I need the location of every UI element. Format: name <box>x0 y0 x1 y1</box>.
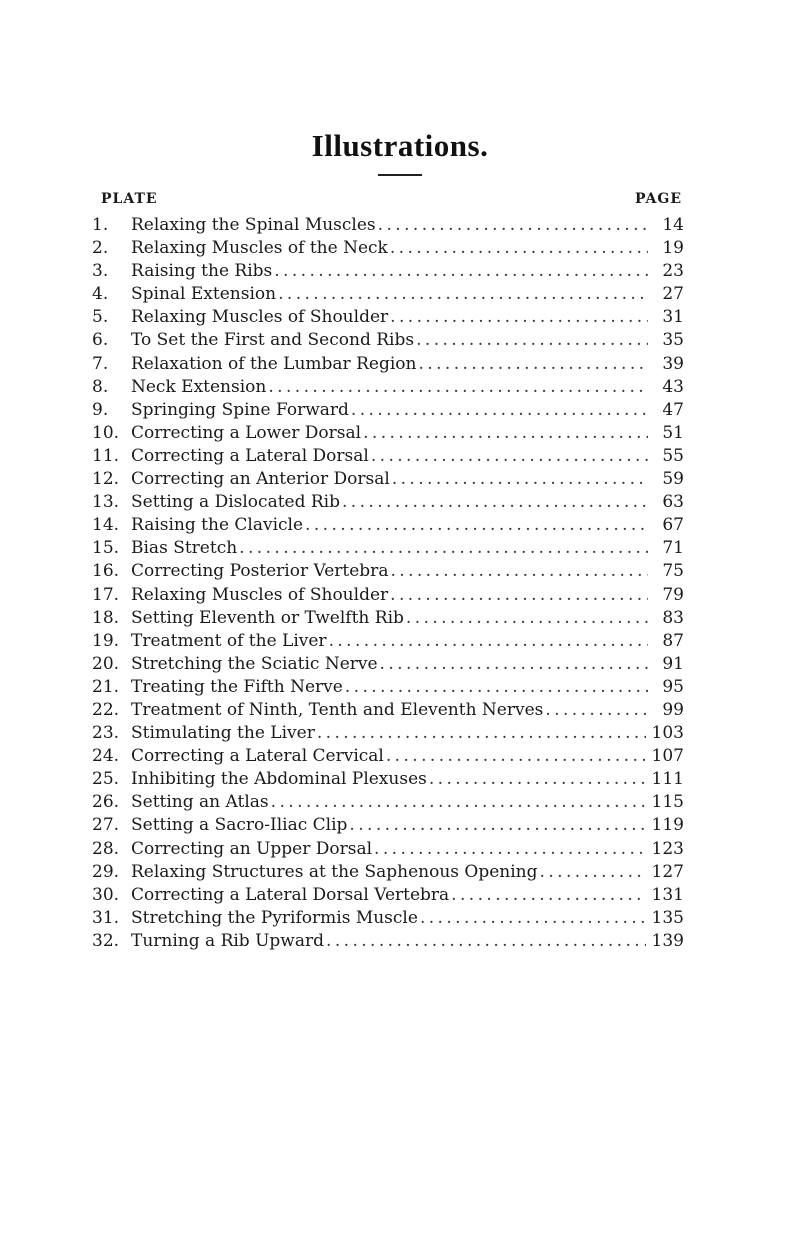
plate-number: 26. <box>92 792 120 813</box>
list-item <box>92 930 684 953</box>
dot-leader <box>329 630 648 653</box>
list-item <box>92 676 684 699</box>
dot-leader <box>429 768 646 791</box>
illustration-title: Relaxation of the Lumbar Region <box>131 353 417 374</box>
list-item <box>92 514 684 537</box>
list-item <box>92 584 684 607</box>
plate-number: 7. <box>92 353 109 374</box>
dot-leader <box>268 376 648 399</box>
plate-column-header: PLATE <box>101 191 158 207</box>
dot-leader <box>390 237 648 260</box>
illustration-title: Stretching the Sciatic Nerve <box>131 653 378 674</box>
dot-leader <box>390 306 648 329</box>
plate-number: 4. <box>92 284 109 305</box>
list-item <box>92 560 684 583</box>
illustration-title: Correcting a Lateral Dorsal Vertebra <box>131 884 450 905</box>
page-number: 63 <box>662 492 684 513</box>
plate-number: 13. <box>92 492 120 513</box>
list-item <box>92 653 684 676</box>
list-item <box>92 884 684 907</box>
illustration-title: Spinal Extension <box>131 284 277 305</box>
plate-number: 29. <box>92 861 120 882</box>
plate-number: 19. <box>92 630 120 651</box>
dot-leader <box>380 653 648 676</box>
dot-leader <box>345 676 648 699</box>
list-item <box>92 907 684 930</box>
plate-number: 31. <box>92 907 120 928</box>
illustration-title: Raising the Clavicle <box>131 515 304 536</box>
list-item <box>92 329 684 352</box>
illustration-title: Inhibiting the Abdominal Plexuses <box>131 769 427 790</box>
illustration-title: Treatment of Ninth, Tenth and Eleventh Nerves <box>131 699 544 720</box>
page-number: 55 <box>662 445 684 466</box>
dot-leader <box>418 353 648 376</box>
page-number: 103 <box>651 723 684 744</box>
page-number: 71 <box>662 538 684 559</box>
plate-number: 2. <box>92 238 109 259</box>
page-number: 79 <box>662 584 684 605</box>
dot-leader <box>305 514 648 537</box>
illustration-title: Setting Eleventh or Twelfth Rib <box>131 607 404 628</box>
dot-leader <box>545 699 648 722</box>
plate-number: 27. <box>92 815 120 836</box>
list-item <box>92 699 684 722</box>
list-item <box>92 214 684 237</box>
page-number: 111 <box>651 769 684 790</box>
dot-leader <box>271 791 646 814</box>
plate-number: 10. <box>92 422 120 443</box>
dot-leader <box>239 537 648 560</box>
illustration-title: Setting a Dislocated Rib <box>131 492 340 513</box>
dot-leader <box>378 214 648 237</box>
page-number: 59 <box>662 469 684 490</box>
illustration-title: Relaxing Muscles of Shoulder <box>131 307 389 328</box>
page-number: 135 <box>651 907 684 928</box>
illustration-title: Springing Spine Forward <box>131 399 349 420</box>
plate-number: 1. <box>92 215 109 235</box>
illustration-title: Correcting a Lower Dorsal <box>131 422 362 443</box>
page-number: 99 <box>662 699 684 720</box>
page-number: 107 <box>651 746 684 767</box>
plate-number: 6. <box>92 330 109 351</box>
dot-leader <box>317 722 646 745</box>
plate-number: 21. <box>92 676 120 697</box>
page-column-header: PAGE <box>635 191 682 207</box>
list-item <box>92 353 684 376</box>
illustration-title: To Set the First and Second Ribs <box>131 330 415 351</box>
list-item <box>92 399 684 422</box>
page-number: 43 <box>662 376 684 397</box>
plate-number: 12. <box>92 469 120 490</box>
plate-number: 16. <box>92 561 120 582</box>
dot-leader <box>451 884 645 907</box>
page-number: 131 <box>651 884 684 905</box>
list-item <box>92 306 684 329</box>
list-item <box>92 537 684 560</box>
list-item <box>92 445 684 468</box>
page-number: 27 <box>662 284 684 305</box>
dot-leader <box>392 468 648 491</box>
dot-leader <box>386 745 646 768</box>
list-item <box>92 260 684 283</box>
list-item <box>92 838 684 861</box>
page-number: 67 <box>662 515 684 536</box>
page-number: 123 <box>651 838 684 859</box>
page-number: 119 <box>651 815 684 836</box>
illustration-title: Correcting a Lateral Dorsal <box>131 445 369 466</box>
dot-leader <box>420 907 646 930</box>
page-number: 31 <box>662 307 684 328</box>
page-number: 51 <box>662 422 684 443</box>
page-number: 139 <box>651 930 684 951</box>
title-rule <box>378 174 422 176</box>
illustration-title: Setting an Atlas <box>131 792 269 813</box>
plate-number: 20. <box>92 653 120 674</box>
plate-number: 11. <box>92 445 120 466</box>
dot-leader <box>371 445 648 468</box>
plate-number: 22. <box>92 699 120 720</box>
list-item <box>92 630 684 653</box>
dot-leader <box>342 491 648 514</box>
dot-leader <box>274 260 648 283</box>
page-number: 23 <box>662 261 684 282</box>
list-item <box>92 768 684 791</box>
page-number: 39 <box>662 353 684 374</box>
list-item <box>92 422 684 445</box>
illustration-title: Relaxing Muscles of Shoulder <box>131 584 389 605</box>
illustration-title: Neck Extension <box>131 376 267 397</box>
plate-number: 17. <box>92 584 120 605</box>
illustrations-list <box>92 214 684 953</box>
page-number: 14 <box>662 215 684 235</box>
illustration-title: Correcting Posterior Vertebra <box>131 561 389 582</box>
page-number: 47 <box>662 399 684 420</box>
page-number: 83 <box>662 607 684 628</box>
plate-number: 25. <box>92 769 120 790</box>
illustration-title: Stimulating the Liver <box>131 723 315 744</box>
list-item <box>92 607 684 630</box>
list-item <box>92 861 684 884</box>
dot-leader <box>406 607 648 630</box>
illustration-title: Turning a Rib Upward <box>131 930 325 951</box>
dot-leader <box>363 422 648 445</box>
plate-number: 5. <box>92 307 109 328</box>
list-item <box>92 814 684 837</box>
dot-leader <box>326 930 646 953</box>
illustration-title: Correcting an Upper Dorsal <box>131 838 373 859</box>
illustration-title: Treating the Fifth Nerve <box>131 676 343 697</box>
illustration-title: Treatment of the Liver <box>131 630 327 651</box>
plate-number: 14. <box>92 515 120 536</box>
illustration-title: Correcting a Lateral Cervical <box>131 746 384 767</box>
plate-number: 9. <box>92 399 109 420</box>
dot-leader <box>349 814 645 837</box>
plate-number: 24. <box>92 746 120 767</box>
illustration-title: Setting a Sacro-Iliac Clip <box>131 815 348 836</box>
plate-number: 15. <box>92 538 120 559</box>
plate-number: 3. <box>92 261 109 282</box>
page-number: 19 <box>662 238 684 259</box>
illustration-title: Stretching the Pyriformis Muscle <box>131 907 418 928</box>
list-item <box>92 722 684 745</box>
list-item <box>92 745 684 768</box>
list-item <box>92 376 684 399</box>
plate-number: 23. <box>92 723 120 744</box>
dot-leader <box>540 861 646 884</box>
dot-leader <box>390 560 648 583</box>
illustration-title: Relaxing Structures at the Saphenous Opening <box>131 861 538 882</box>
illustration-title: Relaxing the Spinal Muscles <box>131 215 376 235</box>
dot-leader <box>351 399 648 422</box>
dot-leader <box>278 283 648 306</box>
illustration-title: Relaxing Muscles of the Neck <box>131 238 388 259</box>
dot-leader <box>374 838 646 861</box>
list-item <box>92 791 684 814</box>
page-number: 91 <box>662 653 684 674</box>
plate-number: 18. <box>92 607 120 628</box>
illustration-title: Raising the Ribs <box>131 261 273 282</box>
list-item <box>92 283 684 306</box>
list-item <box>92 237 684 260</box>
illustration-title: Bias Stretch <box>131 538 238 559</box>
plate-number: 8. <box>92 376 109 397</box>
page-number: 95 <box>662 676 684 697</box>
dot-leader <box>390 584 648 607</box>
illustration-title: Correcting an Anterior Dorsal <box>131 469 390 490</box>
page-number: 87 <box>662 630 684 651</box>
page-title: Illustrations. <box>311 128 489 163</box>
page-number: 115 <box>651 792 684 813</box>
list-item <box>92 491 684 514</box>
page-number: 127 <box>651 861 684 882</box>
plate-number: 30. <box>92 884 120 905</box>
list-item <box>92 468 684 491</box>
page-number: 75 <box>662 561 684 582</box>
plate-number: 28. <box>92 838 120 859</box>
dot-leader <box>416 329 648 352</box>
page-number: 35 <box>662 330 684 351</box>
plate-number: 32. <box>92 930 120 951</box>
